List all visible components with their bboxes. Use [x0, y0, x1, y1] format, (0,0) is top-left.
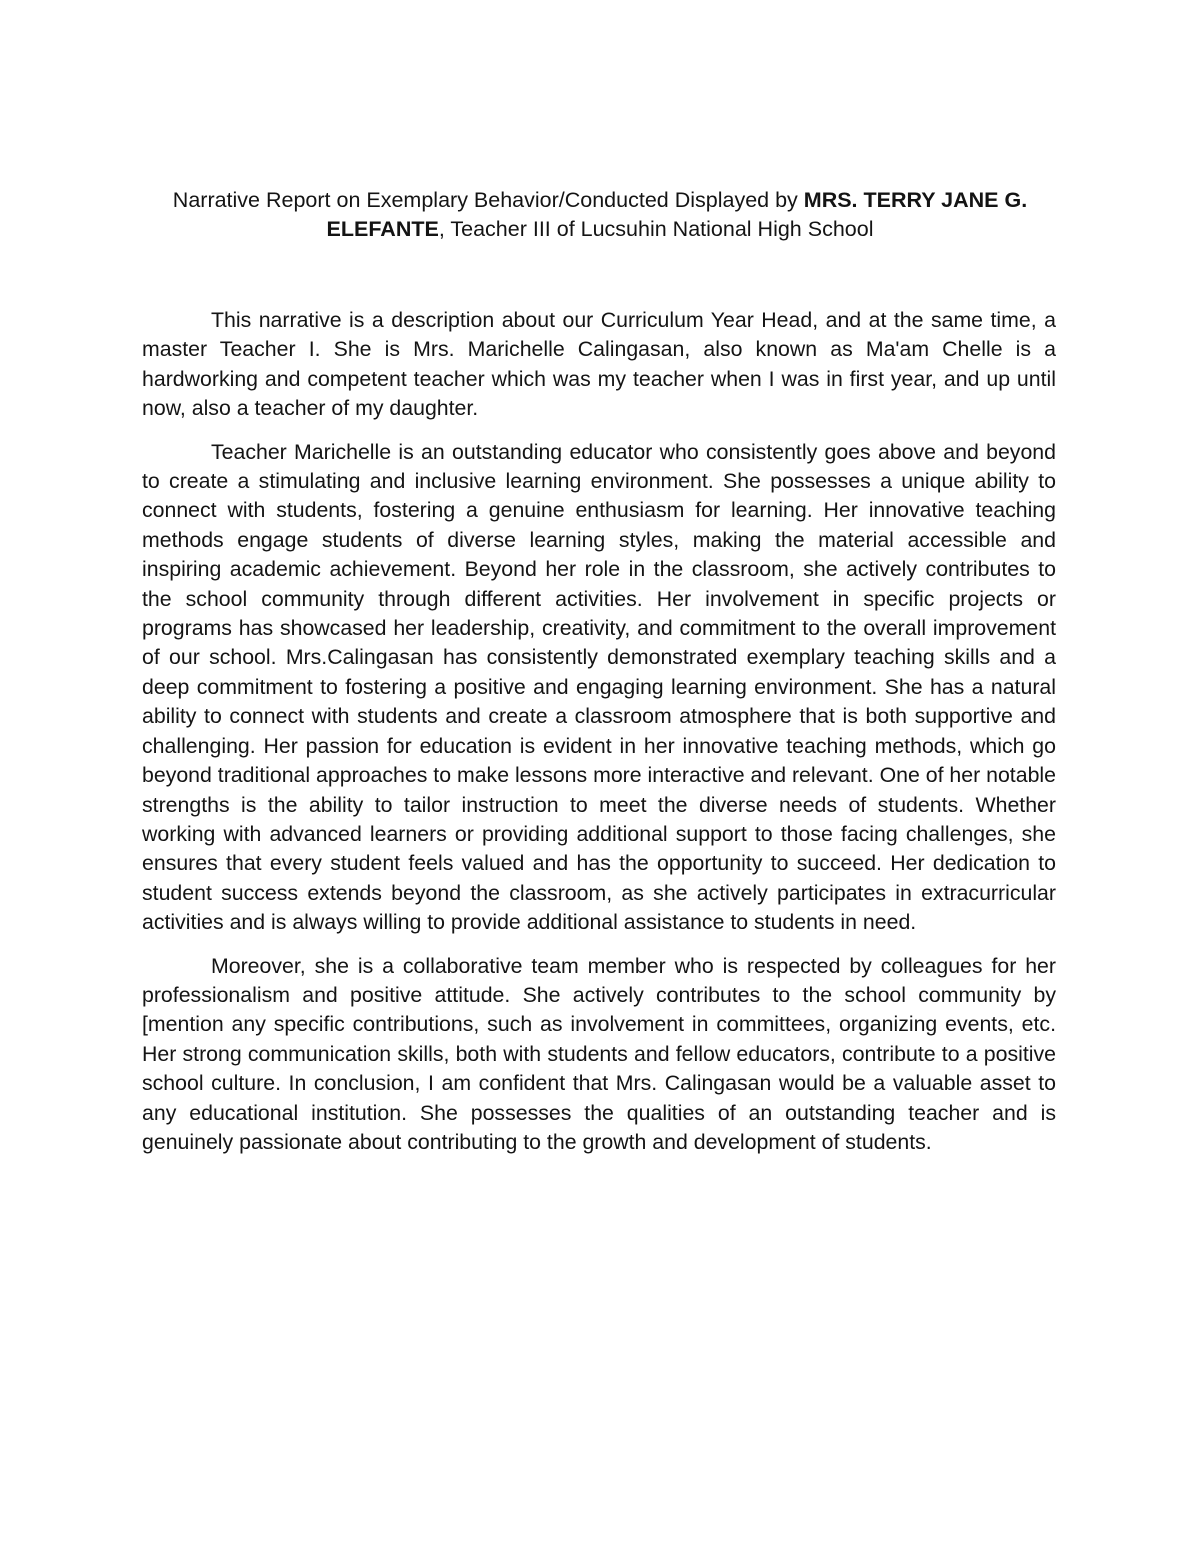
title-suffix: , Teacher III of Lucsuhin National High School	[438, 217, 874, 241]
document-body	[142, 306, 1056, 1171]
paragraph-2: Teacher Marichelle is an outstanding educator who consistently goes above and beyond to create a stimulating and inclusive learning environment. She possesses a unique ability to connect with students, fostering a genuine enthusiasm for learning. Her innovative teaching methods engage students of diverse learning styles, making the material accessible and inspiring academic achievement. Beyond her role in the classroom, she actively contributes to the school community through different activities. Her involvement in specific projects or programs has showcased her leadership, creativity, and commitment to the overall improvement of our school. Mrs.Calingasan has consistently demonstrated exemplary teaching skills and a deep commitment to fostering a positive and engaging learning environment. She has a natural ability to connect with students and create a classroom atmosphere that is both supportive and challenging. Her passion for education is evident in her innovative teaching methods, which go beyond traditional approaches to make lessons more interactive and relevant. One of her notable strengths is the ability to tailor instruction to meet the diverse needs of students. Whether working with advanced learners or providing additional support to those facing challenges, she ensures that every student feels valued and has the opportunity to succeed. Her dedication to student success extends beyond the classroom, as she actively participates in extracurricular activities and is always willing to provide additional assistance to students in need.	[142, 439, 1056, 935]
paragraph-3: Moreover, she is a collaborative team member who is respected by colleagues for her professionalism and positive attitude. She actively contributes to the school community by [mention any specific contributions, such as involvement in committees, organizing events, etc. Her strong communication skills, both with students and fellow educators, contribute to a positive school culture. In conclusion, I am confident that Mrs. Calingasan would be a valuable asset to any educational institution. She possesses the qualities of an outstanding teacher and is genuinely passionate about contributing to the growth and development of students.	[142, 953, 1056, 1154]
title-prefix: Narrative Report on Exemplary Behavior/Conducted Displayed by	[172, 188, 804, 212]
title-name: MRS. TERRY JANE G. ELEFANTE	[326, 188, 1028, 241]
document-title	[140, 186, 1060, 244]
paragraph-1: This narrative is a description about our Curriculum Year Head, and at the same time, a master Teacher I. She is Mrs. Marichelle Calingasan, also known as Ma'am Chelle is a hardworking and competent teacher which was my teacher when I was in first year, and up until now, also a teacher of my daughter.	[142, 308, 1056, 421]
